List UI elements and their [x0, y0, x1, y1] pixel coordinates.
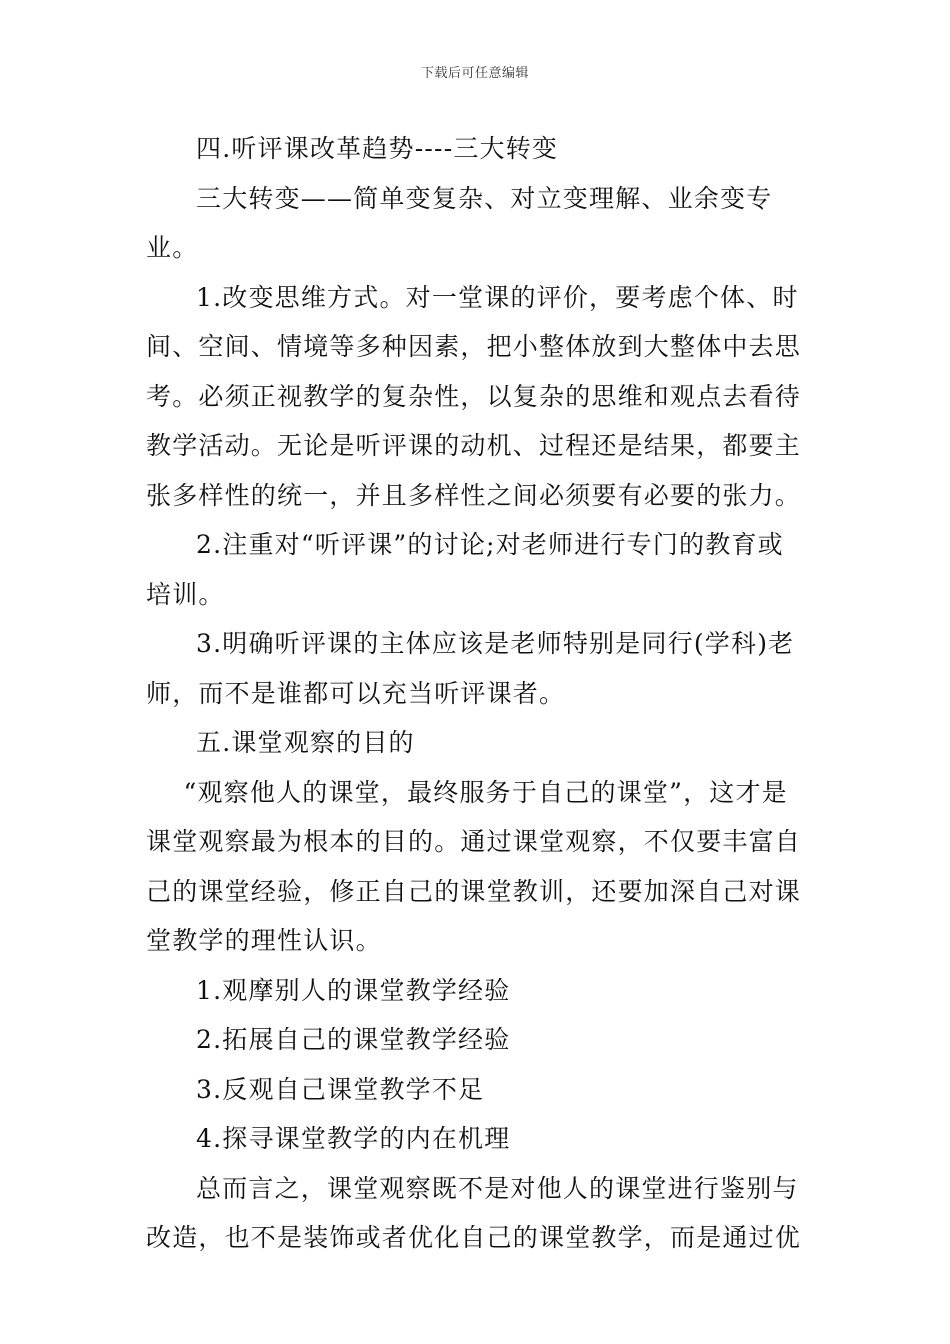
list-item-2: 2.拓展自己的课堂教学经验	[196, 1025, 511, 1054]
list-item-4: 4.探寻课堂教学的内在机理	[196, 1124, 511, 1153]
paragraph-item-3-subject: 3.明确听评课的主体应该是老师特别是同行(学科)老师，而不是谁都可以充当听评课者。	[146, 629, 795, 708]
paragraph-item-2-discussion: 2.注重对“听评课”的讨论;对老师进行专门的教育或培训。	[146, 530, 784, 609]
list-item-3: 3.反观自己课堂教学不足	[196, 1074, 485, 1104]
page-header: 下载后可任意编辑	[420, 66, 529, 81]
paragraph-item-1-thinking: 1.改变思维方式。对一堂课的评价，要考虑个体、时间、空间、情境等多种因素，把小整体放到大整体中去思考。必须正视教学的复杂性，以复杂的思维和观点去看待教学活动。无论是听评课的动机、过程还是结果，都要主张多样性的统一，并且多样性之间必须要有必要的张力。	[146, 282, 802, 510]
section-heading-4: 四.听评课改革趋势----三大转变	[196, 134, 559, 163]
paragraph-three-changes: 三大转变——简单变复杂、对立变理解、业余变专业。	[146, 183, 773, 262]
list-item-1: 1.观摩别人的课堂教学经验	[196, 975, 511, 1005]
paragraph-observation-purpose: “观察他人的课堂，最终服务于自己的课堂”，这才是课堂观察最为根本的目的。通过课堂观察，不仅要丰富自己的课堂经验，修正自己的课堂教训，还要加深自己对课堂教学的理性认识。	[146, 777, 802, 955]
document-body	[146, 124, 810, 1263]
section-heading-5: 五.课堂观察的目的	[196, 728, 415, 757]
paragraph-summary: 总而言之，课堂观察既不是对他人的课堂进行鉴别与改造，也不是装饰或者优化自己的课堂教学，而是通过优	[146, 1173, 802, 1252]
